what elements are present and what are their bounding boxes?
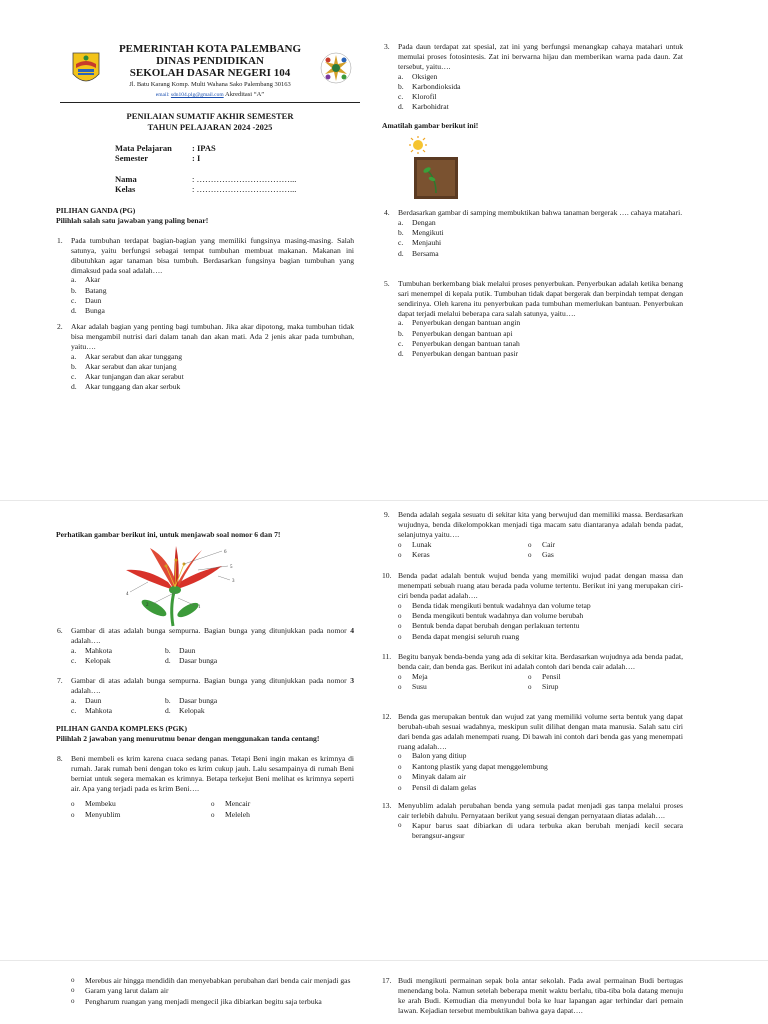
question-12 — [382, 712, 683, 793]
question-text: Pada daun terdapat zat spesial, zat ini yang berfungsi menangkap cahaya matahari untuk memulai proses fotosintesis. Zat ini berwarna hijau dan memberikan warna pada daun. Zat tersebut, yaitu…. — [398, 42, 683, 71]
question-5 — [384, 279, 683, 359]
option[interactable]: b. Batang — [71, 285, 107, 295]
question-number: 8. — [57, 754, 63, 763]
tut-wuri-handayani-icon — [316, 50, 356, 86]
circle-bullet-icon: o — [398, 601, 402, 610]
checkbox-option[interactable]: o Menyublim — [71, 809, 121, 819]
option[interactable]: c. Klorofil — [398, 92, 437, 102]
checkbox-option[interactable]: o Garam yang larut dalam air — [71, 986, 169, 996]
question-13-continued — [71, 976, 354, 1007]
school-logo-left — [70, 50, 102, 90]
question-text: Akar adalah bagian yang penting bagi tumbuhan. Jika akar dipotong, maka tumbuhan tidak bisa mengambil nutrisi dari dalam tanah dan akan mati. Ada 2 jenis akar pada tumbuhan, yaitu…. — [71, 322, 354, 351]
question-number: 11. — [382, 652, 392, 661]
subject-value: : IPAS — [192, 143, 216, 153]
option[interactable]: d. Kelopak — [165, 705, 205, 715]
circle-bullet-icon: o — [398, 683, 402, 692]
checkbox-option[interactable]: o Benda mengikuti bentuk wadahnya dan volume berubah — [398, 611, 584, 621]
section-pgk-title: PILIHAN GANDA KOMPLEKS (PGK) — [56, 724, 187, 733]
checkbox-option[interactable]: o Meleleh — [211, 809, 250, 819]
question-8 — [57, 754, 354, 820]
question-number: 1. — [57, 236, 63, 245]
semester-label: Semester — [115, 153, 149, 163]
checkbox-option[interactable]: o Kantong plastik yang dapat menggelembung — [398, 761, 548, 771]
circle-bullet-icon: o — [211, 800, 215, 809]
email-link[interactable]: sdn104.plg@gmail.com — [170, 92, 224, 98]
option[interactable]: c. Mahkota — [71, 705, 112, 715]
exam-year: TAHUN PELAJARAN 2024 -2025 — [147, 122, 273, 132]
option[interactable]: c. Menjauhi — [398, 238, 442, 248]
plant-phototropism-image — [406, 135, 460, 201]
section-pg-instruction: Pilihlah salah satu jawaban yang paling benar! — [56, 216, 209, 225]
name-field[interactable]: : ……………………………... — [192, 174, 297, 184]
question-text: Gambar di atas adalah bunga sempurna. Bagian bunga yang ditunjukkan pada nomor 4 adalah…. — [71, 626, 354, 645]
observe-flower-instruction: Perhatikan gambar berikut ini, untuk menjawab soal nomor 6 dan 7! — [56, 530, 281, 539]
sun-icon — [409, 136, 427, 154]
gov-title: PEMERINTAH KOTA PALEMBANG — [118, 43, 302, 55]
class-field[interactable]: : ……………………………... — [192, 184, 297, 194]
checkbox-option[interactable]: o Merebus air hingga mendidih dan menyebabkan perubahan dari benda cair menjadi gas — [71, 976, 351, 985]
question-text: Berdasarkan gambar di samping membuktikan bahwa tanaman bergerak …. cahaya matahari. — [398, 208, 683, 217]
option[interactable]: d. Akar tunggang dan akar serbuk — [71, 382, 181, 392]
circle-bullet-icon: o — [211, 810, 215, 819]
checkbox-option[interactable]: o Keras — [398, 550, 430, 560]
flower-leaf — [139, 597, 168, 620]
question-text: Benda adalah segala sesuatu di sekitar kita yang berwujud dan memiliki massa. Berdasarkan wujudnya, benda dikelompokkan menjadi tiga macam satu diantaranya adalah benda padat, selanjutnya yaitu…. — [398, 510, 683, 539]
email-label: email: — [155, 92, 170, 98]
checkbox-option[interactable]: o Balon yang ditiup — [398, 751, 467, 761]
question-7 — [57, 676, 354, 716]
question-number: 12. — [382, 712, 392, 721]
exam-title: PENILAIAN SUMATIF AKHIR SEMESTER — [126, 111, 294, 121]
class-label: Kelas — [115, 184, 136, 194]
circle-bullet-icon: o — [71, 976, 75, 984]
option[interactable]: a. Dengan — [398, 217, 436, 227]
page-divider — [0, 960, 768, 961]
question-number: 10. — [382, 571, 392, 580]
option[interactable]: a. Akar — [71, 275, 101, 285]
flower-diagram — [118, 542, 240, 628]
circle-bullet-icon: o — [398, 622, 402, 631]
question-text: Benda padat adalah bentuk wujud benda yang memiliki wujud padat dengan massa dan menempati sebuah ruang atau berada pada volume tertentu. Berikut ini yang merupakan ciri-ciri benda padat adalah…. — [398, 571, 683, 600]
circle-bullet-icon: o — [398, 612, 402, 621]
checkbox-option[interactable]: o Cair — [528, 539, 556, 549]
question-10 — [382, 571, 683, 642]
flower-label: 2 — [146, 603, 149, 608]
circle-bullet-icon: o — [398, 762, 402, 771]
question-11 — [382, 652, 683, 693]
school-logo-right — [316, 50, 356, 86]
circle-bullet-icon: o — [398, 540, 402, 549]
department-title: DINAS PENDIDIKAN — [156, 55, 264, 67]
option[interactable]: c. Penyerbukan dengan bantuan tanah — [398, 338, 520, 348]
option[interactable]: b. Mengikuti — [398, 228, 444, 238]
option[interactable]: d. Bersama — [398, 248, 439, 258]
circle-bullet-icon: o — [71, 810, 75, 819]
school-contact — [100, 91, 320, 99]
option[interactable]: b. Akar serabut dan akar tunjang — [71, 361, 177, 371]
question-number: 17. — [382, 976, 392, 985]
checkbox-option[interactable]: o Sirup — [528, 682, 559, 692]
checkbox-option[interactable]: o Membeku — [71, 799, 116, 809]
question-text: Beni membeli es krim karena cuaca sedang panas. Tetapi Beni ingin makan es krimnya di rumah. Jarak rumah beni dengan toko es krim cukup jauh. Lalu sesampainya di rumah Beni berniat untuk segera memakan es krimnya. Betapa terkejut Beni melihat es krimnya seperti air. Apa yang terjadi pada es krim Beni…. — [71, 754, 354, 793]
circle-bullet-icon: o — [528, 540, 532, 549]
flower-label: 6 — [224, 550, 227, 555]
flower-stem — [172, 592, 174, 626]
section-pg-title: PILIHAN GANDA (PG) — [56, 206, 136, 215]
question-6 — [57, 626, 354, 666]
checkbox-option[interactable]: o Benda tidak mengikuti bentuk wadahnya dan volume tetap — [398, 600, 591, 610]
option[interactable]: d. Dasar bunga — [165, 655, 218, 665]
checkbox-option[interactable]: o Meja — [398, 671, 428, 681]
checkbox-option[interactable]: o Susu — [398, 682, 427, 692]
circle-bullet-icon: o — [398, 672, 402, 681]
question-1 — [57, 236, 354, 316]
option[interactable]: b. Dasar bunga — [165, 695, 218, 705]
option[interactable]: d. Karbohidrat — [398, 102, 449, 112]
circle-bullet-icon: o — [71, 800, 75, 809]
checkbox-option[interactable]: o Minyak dalam air — [398, 772, 466, 782]
checkbox-option[interactable]: o Pengharum ruangan yang menjadi mengecil jika dibiarkan begitu saja terbuka — [71, 996, 322, 1006]
circle-bullet-icon: o — [528, 672, 532, 681]
option[interactable]: a. Penyerbukan dengan bantuan angin — [398, 318, 521, 328]
question-text: Budi mengikuti permainan sepak bola antar sekolah. Pada awal permainan Budi bertugas menendang bola. Namun setelah beberapa menit waktu berlalu, tiba-tiba bola datang menuju ke arah Budi. Kemudian dia menyundul bola ke luar lapangan agar terhindar dari pemain lawan. Kejadian tersebut membuktikan bahwa gaya dapat…. — [398, 976, 683, 1015]
question-text: Benda gas merupakan bentuk dan wujud zat yang memiliki volume serta bentuk yang dapat berubah-ubah sesuai wadahnya, meskipun sulit dilihat dengan mata manusia. Salah satu ciri dari benda gas adalah menempati ruang. Di bawah ini contoh dari benda gas yang menempati ruang adalah…. — [398, 712, 683, 751]
question-text: Gambar di atas adalah bunga sempurna. Bagian bunga yang ditunjukkan pada nomor 3 adalah…. — [71, 676, 354, 695]
section-pgk-instruction: Pilihlah 2 jawaban yang menurutmu benar dengan menggunakan tanda centang! — [56, 734, 320, 743]
question-number: 7. — [57, 676, 63, 685]
circle-bullet-icon: o — [71, 986, 75, 995]
semester-value: : I — [192, 153, 201, 163]
question-13 — [382, 801, 683, 841]
subject-label: Mata Pelajaran — [115, 143, 172, 153]
question-number: 4. — [384, 208, 390, 217]
circle-bullet-icon: o — [398, 773, 402, 782]
school-address: Jl. Batu Karang Komp. Multi Wahana Sako Palembang 30163 — [129, 81, 291, 88]
school-title: SEKOLAH DASAR NEGERI 104 — [129, 67, 291, 79]
circle-bullet-icon: o — [398, 752, 402, 761]
question-17 — [382, 976, 683, 1015]
flower-label: 4 — [126, 592, 129, 597]
question-9 — [384, 510, 683, 560]
question-text: Pada tumbuhan terdapat bagian-bagian yang memiliki fungsinya masing-masing. Salah satunya, yaitu berfungsi sebagai tempat tumbuhan membuat makanan. Makanan ini dibutuhkan agar tanaman bisa tumbuh. Berdasarkan fungsinya bagian tumbuhan yang dimaksud pada soal adalah…. — [71, 236, 354, 275]
question-number: 13. — [382, 801, 392, 810]
checkbox-option[interactable]: o Bentuk benda dapat berubah dengan perlakuan tertentu — [398, 621, 580, 631]
checkbox-option[interactable]: o Mencair — [211, 799, 251, 809]
question-text: Begitu banyak benda-benda yang ada di sekitar kita. Berdasarkan wujudnya ada benda padat, benda cair, dan benda gas. Berikut ini adalah contoh dari benda cair adalah…. — [398, 652, 683, 671]
receptacle — [169, 586, 181, 594]
option[interactable]: c. Akar tunjangan dan akar serabut — [71, 372, 184, 382]
flower-label: 1 — [198, 605, 201, 610]
option[interactable]: b. Penyerbukan dengan bantuan api — [398, 328, 513, 338]
palembang-emblem-icon — [70, 50, 102, 90]
circle-bullet-icon: o — [398, 632, 402, 641]
option[interactable]: c. Daun — [71, 295, 102, 305]
question-number: 3. — [384, 42, 390, 51]
option[interactable]: a. Akar serabut dan akar tunggang — [71, 351, 182, 361]
page-divider — [0, 500, 768, 501]
circle-bullet-icon: o — [398, 551, 402, 560]
name-label: Nama — [115, 174, 137, 184]
question-3 — [384, 42, 683, 113]
accreditation: Akreditasi “A” — [225, 91, 265, 98]
option[interactable]: a. Mahkota — [71, 645, 112, 655]
checkbox-option[interactable]: o Benda dapat mengisi seluruh ruang — [398, 631, 520, 641]
option[interactable]: b. Daun — [165, 645, 196, 655]
flower-label: 5 — [230, 565, 233, 570]
question-text: Menyublim adalah perubahan benda yang semula padat menjadi gas tanpa melalui proses cair terlebih dahulu. Pernyataan berikut yang sesuai dengan pernyataan diatas adalah…. — [398, 801, 683, 820]
option[interactable]: c. Kelopak — [71, 655, 111, 665]
question-number: 9. — [384, 510, 390, 519]
option[interactable]: a. Oksigen — [398, 71, 438, 81]
checkbox-option[interactable]: o Kapur barus saat dibiarkan di udara terbuka akan berubah menjadi kecil secara berangsur-angsur — [398, 820, 683, 840]
question-number: 2. — [57, 322, 63, 331]
checkbox-option[interactable]: o Gas — [528, 550, 554, 560]
circle-bullet-icon: o — [398, 783, 402, 792]
question-text: Tumbuhan berkembang biak melalui proses penyerbukan. Penyerbukan adalah ketika benang sari menempel di kepala putik. Tumbuhan tidak dapat bergerak dan berpindah tempat dengan sendirinya. Oleh karena itu penyerbukan pada tumbuhan memerlukan bantuan. Penyerbukan dapat terjadi melalui beberapa cara salah satunya, yaitu…. — [398, 279, 683, 318]
checkbox-option[interactable]: o Pensil — [528, 671, 561, 681]
flower-label: 3 — [232, 579, 235, 584]
option[interactable]: b. Karbondioksida — [398, 81, 461, 91]
checkbox-option[interactable]: o Lunak — [398, 539, 432, 549]
observe-instruction: Amatilah gambar berikut ini! — [382, 121, 479, 130]
checkbox-option[interactable]: o Pensil di dalam gelas — [398, 782, 477, 792]
question-number: 5. — [384, 279, 390, 288]
question-number: 6. — [57, 626, 63, 635]
circle-bullet-icon: o — [528, 551, 532, 560]
option[interactable]: d. Penyerbukan dengan bantuan pasir — [398, 349, 519, 359]
circle-bullet-icon: o — [71, 996, 75, 1005]
circle-bullet-icon: o — [398, 820, 402, 829]
header-divider — [60, 102, 360, 103]
option[interactable]: a. Daun — [71, 695, 102, 705]
option[interactable]: d. Bunga — [71, 306, 105, 316]
question-4 — [384, 208, 683, 259]
circle-bullet-icon: o — [528, 683, 532, 692]
question-2 — [57, 322, 354, 393]
